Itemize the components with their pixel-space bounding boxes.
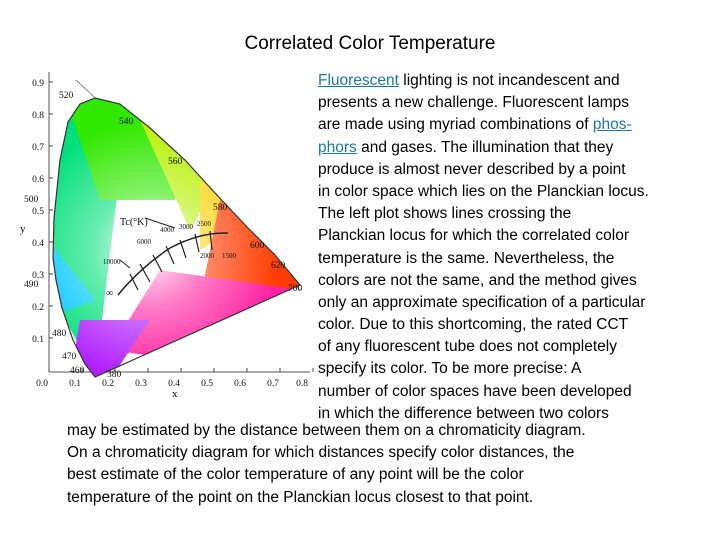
wavelength-label-580: 580 [213,203,228,213]
wavelength-label-540: 540 [119,117,134,127]
fluorescent-link[interactable]: Fluorescent [318,72,399,89]
x-tick-label: 0.7 [267,379,279,389]
y-tick-label: 0.8 [32,111,44,121]
paragraph-line: presents a new challenge. Fluorescent lamps [318,94,630,112]
wavelength-label-470: 470 [62,352,77,362]
paragraph-line: are made using myriad combinations of phos- [318,116,632,134]
paragraph-line: in color space which lies on the Planckian locus. [318,182,649,200]
y-tick-label: 0.3 [32,271,44,281]
paragraph-line: Planckian locus for which the correlated color [318,227,630,245]
x-tick-label: 0.5 [201,379,213,389]
paragraph-line: temperature of the point on the Planckian locus closest to that point. [67,488,534,506]
paragraph-line: The left plot shows lines crossing the [318,205,572,223]
page-title: Correlated Color Temperature [244,33,496,54]
temperature-label-1500: 1500 [222,252,236,260]
x-axis-label: x [172,388,178,400]
wavelength-label-480: 480 [52,329,67,339]
paragraph-line: in which the difference between two colors [318,404,609,422]
paragraph-line: Fluorescent lighting is not incandescent and [318,72,620,89]
wavelength-label-380: 380 [107,370,122,380]
wavelength-label-520: 520 [59,91,74,101]
wavelength-label-460: 460 [70,366,85,376]
paragraph-line: produce is almost never described by a point [318,160,626,178]
phosphors-link[interactable]: phors [318,138,357,156]
x-tick-label: 0.2 [102,379,114,389]
y-tick-label: 0.1 [32,335,44,345]
y-tick-label: 0.5 [32,207,44,217]
y-tick-label: 0.6 [32,175,44,185]
wavelength-label-700: 700 [288,284,303,294]
y-tick-label: 0.7 [32,143,44,153]
temperature-label-4000: 4000 [160,226,174,234]
wavelength-label-560: 560 [168,157,183,167]
wavelength-label-620: 620 [271,261,286,271]
y-axis-label: y [20,223,26,235]
paragraph-bottom [67,420,586,509]
paragraph-line: only an approximate specification of a particular [318,293,646,311]
temperature-label-6000: 6000 [137,238,151,246]
phosphors-link[interactable]: phos- [592,116,632,134]
x-tick-label: 0.1 [69,379,81,389]
x-tick-label: 0.8 [296,379,308,389]
temperature-label-3000: 3000 [179,223,193,231]
wavelength-label-490: 490 [24,280,39,290]
paragraph-line: specify its color. To be more precise: A [318,360,582,378]
paragraph-line: may be estimated by the distance between them on a chromaticity diagram. [67,422,586,439]
paragraph-right-column [318,70,649,425]
paragraph-line: color. Due to this shortcoming, the rated CCT [318,316,629,334]
x-tick-label: 0.0 [36,379,48,389]
paragraph-line: colors are not the same, and the method gives [318,271,637,289]
temperature-label-10000: 10000 [103,258,121,266]
temperature-label-2500: 2500 [197,220,211,228]
y-tick-label: 0.4 [32,239,44,249]
temperature-label-infinity: ∞ [106,288,114,299]
paragraph-line: On a chromaticity diagram for which distances specify color distances, the [67,444,575,462]
paragraph-line: best estimate of the color temperature of any point will be the color [67,466,524,484]
x-tick-label: 0.6 [234,379,246,389]
wavelength-label-600: 600 [250,241,265,251]
paragraph-line: number of color spaces have been developed [318,382,632,400]
paragraph-line: phors and gases. The illumination that they [318,138,614,156]
y-tick-label: 0.9 [32,79,44,89]
wavelength-label-500: 500 [24,195,39,205]
temperature-label-2000: 2000 [200,252,214,260]
x-tick-label: 0.4 [168,379,180,389]
y-tick-label: 0.2 [32,303,44,313]
x-tick-label: 0.3 [135,379,147,389]
tc-label: Tc(°K) [120,217,148,228]
paragraph-line: temperature is the same. Nevertheless, the [318,249,615,267]
paragraph-line: of any fluorescent tube does not completely [318,338,617,356]
